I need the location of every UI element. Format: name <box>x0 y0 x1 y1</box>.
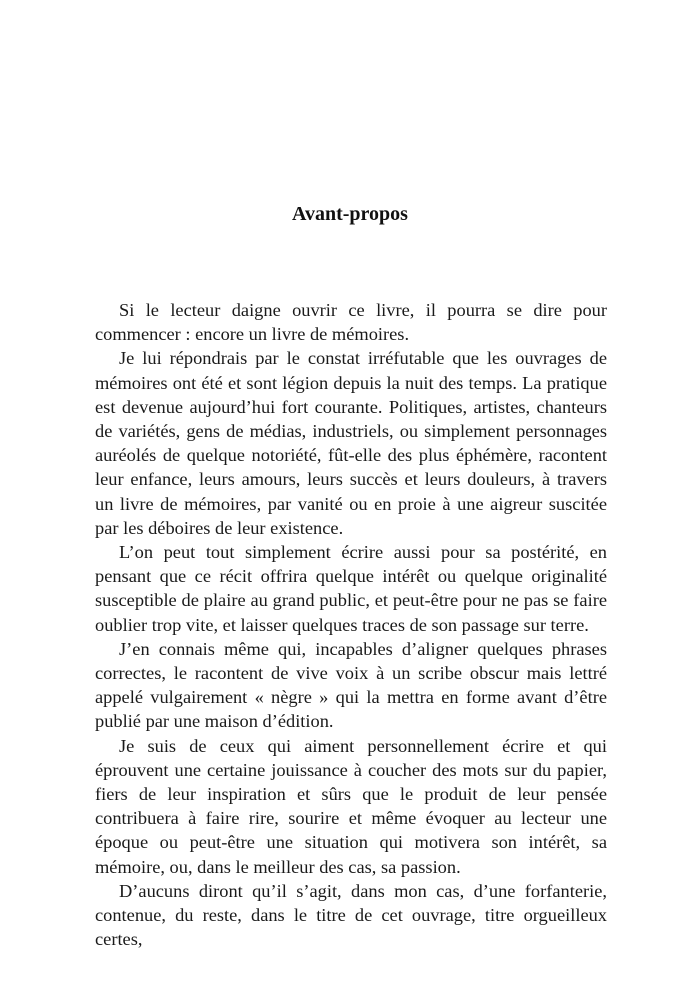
page-title: Avant-propos <box>292 203 408 225</box>
paragraph-1: Si le lecteur daigne ouvrir ce livre, il pourra se dire pour commencer : encore un livre de mémoires. <box>95 300 607 345</box>
body-text <box>95 298 607 951</box>
paragraph-2: Je lui répondrais par le constat irréfutable que les ouvrages de mémoires ont été et sont légion depuis la nuit des temps. La pratique est devenue aujourd’hui fort courante. Politiques, artistes, chanteurs de variétés, gens de médias, industriels, ou simplement personnages auréolés de quelque notoriété, fût-elle des plus éphémère, racontent leur enfance, leurs amours, leurs succès et leurs douleurs, à travers un livre de mémoires, par vanité ou en proie à une aigreur suscitée par les déboires de leur existence. <box>95 348 607 538</box>
paragraph-5: Je suis de ceux qui aiment personnellement écrire et qui éprouvent une certaine jouissance à coucher des mots sur du papier, fiers de leur inspiration et sûrs que le produit de leur pensée contribuera à faire rire, sourire et même évoquer au lecteur une époque ou peut-être une situation qui motivera son intérêt, sa mémoire, ou, dans le meilleur des cas, sa passion. <box>95 735 607 877</box>
paragraph-6: D’aucuns diront qu’il s’agit, dans mon cas, d’une forfanterie, contenue, du reste, dans le titre de cet ouvrage, titre orgueilleux certes, <box>95 880 607 950</box>
paragraph-4: J’en connais même qui, incapables d’aligner quelques phrases correctes, le racontent de vive voix à un scribe obscur mais lettré appelé vulgairement « nègre » qui la mettra en forme avant d’être publié par une maison d’édition. <box>95 638 607 732</box>
paragraph-3: L’on peut tout simplement écrire aussi pour sa postérité, en pensant que ce récit offrira quelque intérêt ou quelque originalité susceptible de plaire au grand public, et peut-être pour ne pas se faire oublier trop vite, et laisser quelques traces de son passage sur terre. <box>95 542 607 635</box>
